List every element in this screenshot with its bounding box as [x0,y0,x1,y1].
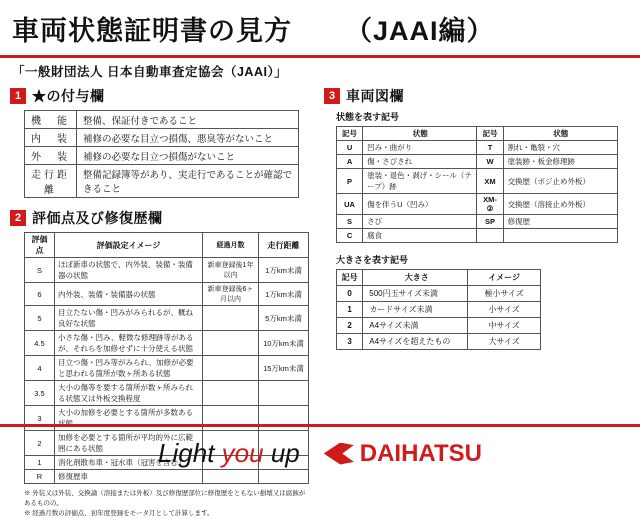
daihatsu-mark-icon [324,443,354,465]
row-label: 内 装 [25,129,77,147]
table-header-row [25,233,309,258]
cell-image: ほぼ新車の状態で、内外装、装備・装備器の状態 [55,258,203,283]
table-row [25,356,309,381]
cell-image: 消化剤散布車・冠水車（冠害を含む） [55,456,203,470]
section-3-heading [324,86,624,106]
document-subtitle: 「一般財団法人 日本自動車査定協会（JAAI）」 [12,65,288,79]
size-symbols-subheading: 大きさを表す記号 [336,255,409,265]
section-3-number: 3 [324,88,340,104]
table-row [25,147,299,165]
cell-symbol: P [337,169,363,194]
cell-symbol: W [477,155,503,169]
cell-months [203,356,259,381]
section-1-number: 1 [10,88,26,104]
cell-image: 大サイズ [468,334,541,350]
cell-image: 大小の加修を必要とする箇所が多数ある状態 [55,406,203,431]
column-header: 記号 [337,270,363,286]
slogan-word-1: Light [158,438,215,468]
cell-symbol: A [337,155,363,169]
cell-score: 3.5 [25,381,55,406]
slogan-word-2: up [270,438,300,468]
table-row [337,302,541,318]
row-value: 補修の必要な目立つ損傷がないこと [77,147,299,165]
daihatsu-logo [324,440,482,468]
cell-state: 腐食 [363,229,477,243]
cell-score: S [25,258,55,283]
cell-symbol: S [337,215,363,229]
cell-image: 内外装、装備・装備器の状態 [55,283,203,306]
cell-state: 凹み・曲がり [363,141,477,155]
cell-state: 交換歴（ボジ止め外板） [503,169,617,194]
cell-symbol: U [337,141,363,155]
section-1-heading [10,86,314,106]
column-header: 状態 [503,127,617,141]
table-row [25,283,309,306]
table-header-row [337,270,541,286]
table-row [25,111,299,129]
column-header: 記号 [337,127,363,141]
cell-image: 修復歴車 [55,470,203,484]
cell-symbol [477,229,503,243]
cell-state: さび [363,215,477,229]
column-header: 経過月数 [203,233,259,258]
row-label: 外 装 [25,147,77,165]
cell-state: 修復歴 [503,215,617,229]
table-row [337,194,618,215]
cell-symbol: 3 [337,334,363,350]
table-row [25,306,309,331]
cell-score: 2 [25,431,55,456]
cell-symbol: C [337,229,363,243]
section-2-number: 2 [10,210,26,226]
cell-score: 4 [25,356,55,381]
table-row [337,286,541,302]
state-symbols-subheading: 状態を表す記号 [336,112,400,122]
row-label: 機 能 [25,111,77,129]
table-row [337,215,618,229]
size-symbol-table [336,269,541,350]
column-header: イメージ [468,270,541,286]
page-title-suffix: （JAAI編） [345,16,495,46]
cell-distance: 1万km未満 [259,258,309,283]
table-row [337,229,618,243]
row-value: 整備記録簿等があり、実走行であることが確認できること [77,165,299,198]
cell-months [203,331,259,356]
cell-state: 傷を伴うU（凹み） [363,194,477,215]
brand-name: DAIHATSU [359,439,482,467]
cell-score: 1 [25,456,55,470]
row-label: 走行距離 [25,165,77,198]
cell-state: 塗装・退色・剥げ・シール（テープ）跡 [363,169,477,194]
column-header: 記号 [477,127,503,141]
section-2-notes [24,489,309,519]
cell-image: 目立つ傷・凹み等がみられ、加修が必要と思われる箇所が数ヶ所ある状態 [55,356,203,381]
note-line: ※ 外装又は外装、交換論（溶接または外板）及び修復歴部位に修復歴をともない損壊又は腐蝕があるものの。 [24,490,306,508]
cell-state: 交換歴（溶接止め外板） [503,194,617,215]
table-header-row [337,127,618,141]
cell-symbol: XM [477,169,503,194]
column-header: 評価点 [25,233,55,258]
table-row [25,331,309,356]
section-2-title: 評価点及び修復歴欄 [32,210,163,226]
table-row [337,141,618,155]
note-line: ※ 経過月数の評価点、初年度登録をモータ月として計算します。 [24,510,214,518]
document-header [0,0,640,58]
cell-size: A4サイズ未満 [363,318,468,334]
cell-symbol: T [477,141,503,155]
cell-image: 大小の傷等を要する箇所が数ヶ所みられる状態又は外板交換程度 [55,381,203,406]
cell-symbol: UA [337,194,363,215]
cell-size: カードサイズ未満 [363,302,468,318]
cell-symbol: SP [477,215,503,229]
cell-score: 5 [25,306,55,331]
column-header: 状態 [363,127,477,141]
cell-image: 加修を必要とする箇所が平均的外に広範囲にある状態 [55,431,203,456]
cell-score: 4.5 [25,331,55,356]
column-header: 評価設定イメージ [55,233,203,258]
document-footer [0,424,640,480]
table-row [25,258,309,283]
cell-months: 新車登録後6ヶ月以内 [203,283,259,306]
table-row [25,381,309,406]
table-row [337,169,618,194]
cell-size: 500円玉サイズ未満 [363,286,468,302]
section-2-heading [10,208,314,228]
state-symbol-table [336,126,618,243]
cell-symbol: 0 [337,286,363,302]
cell-symbol: 1 [337,302,363,318]
cell-image: 小サイズ [468,302,541,318]
table-row [337,318,541,334]
cell-state: 傷・さぴされ [363,155,477,169]
column-header: 走行距離 [259,233,309,258]
table-row [337,334,541,350]
table-row [337,155,618,169]
cell-image: 極小サイズ [468,286,541,302]
cell-state: 塗装跡・板金修理跡 [503,155,617,169]
cell-score: R [25,470,55,484]
cell-distance [259,381,309,406]
cell-state: 割れ・亀裂・穴 [503,141,617,155]
star-award-table [24,110,299,198]
cell-symbol: XM-② [477,194,503,215]
cell-image: 目立たない傷・凹みがみられるが、概ね良好な状態 [55,306,203,331]
cell-image: 中サイズ [468,318,541,334]
slogan-word-you: you [221,438,264,468]
section-1-title: ★の付与欄 [32,88,105,104]
cell-size: A4サイズを超えたもの [363,334,468,350]
page-title-main: 車両状態証明書の見方 [12,16,292,46]
column-header: 大きさ [363,270,468,286]
cell-distance: 15万km未満 [259,356,309,381]
cell-distance: 5万km未満 [259,306,309,331]
table-row [25,165,299,198]
cell-distance: 10万km未満 [259,331,309,356]
row-value: 補修の必要な目立つ損傷、悪臭等がないこと [77,129,299,147]
cell-score: 6 [25,283,55,306]
cell-state [503,229,617,243]
cell-months [203,306,259,331]
cell-score: 3 [25,406,55,431]
cell-image: 小さな傷・凹み、軽微な修理跡等があるが、それらを加修せずに十分使える状態 [55,331,203,356]
cell-months: 新車登録後1年以内 [203,258,259,283]
cell-distance: 1万km未満 [259,283,309,306]
section-3-title: 車両図欄 [346,88,404,104]
page-title [12,6,628,56]
row-value: 整備、保証付きであること [77,111,299,129]
cell-symbol: 2 [337,318,363,334]
table-row [25,129,299,147]
cell-months [203,381,259,406]
slogan [158,438,300,469]
